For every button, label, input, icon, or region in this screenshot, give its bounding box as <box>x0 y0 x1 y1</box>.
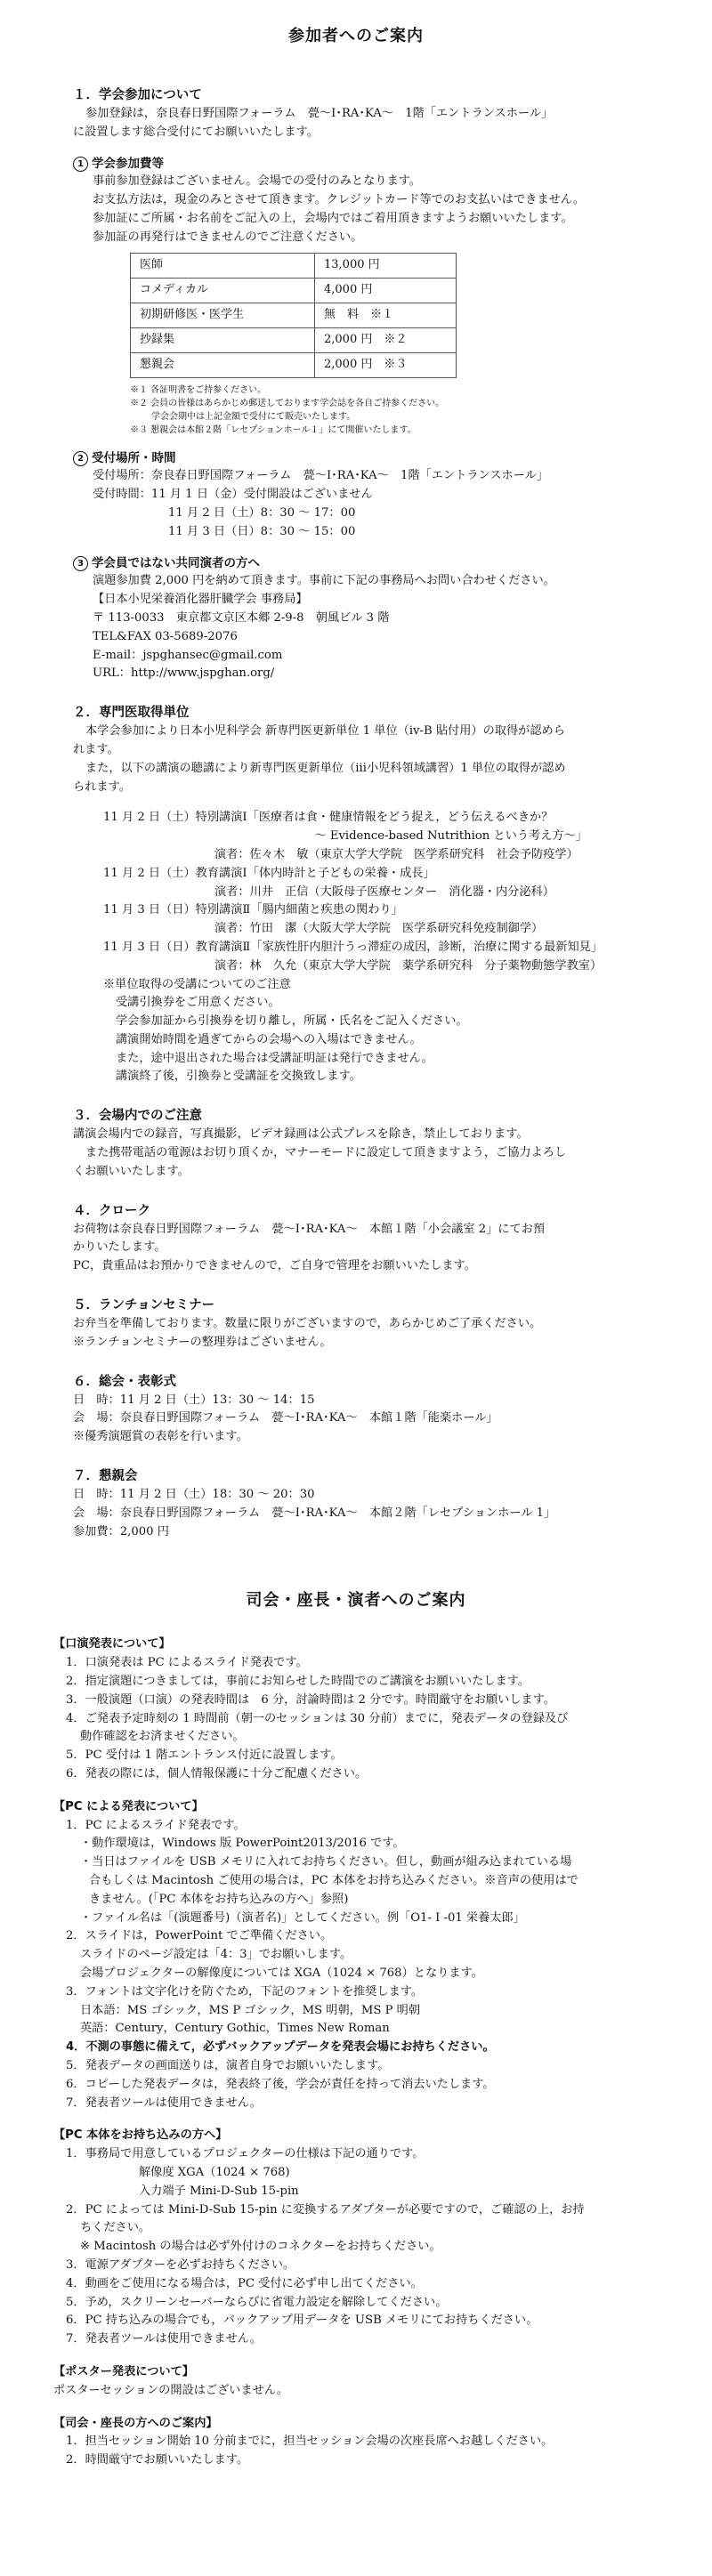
section-credits <box>53 703 659 1086</box>
note-line: ※２ 会員の皆様はあらかじめ郵送しております学会誌を各自ご持参ください。 <box>130 398 445 408</box>
text-line: また携帯電話の電源はお切り頂くか，マナーモードに設定して頂きますよう，ご協力よろし <box>85 1146 567 1160</box>
section-title: ６．総会・表彰式 <box>73 1374 176 1389</box>
text-line: 本学会参加により日本小児科学会 新専門医更新単位 1 単位（iv-B 貼付用）の取得が認めら <box>85 724 565 739</box>
section-title: ２．専門医取得単位 <box>73 706 190 721</box>
subsection-coauthor <box>73 554 659 684</box>
section-registration <box>53 85 659 683</box>
text-line: られます。 <box>73 779 131 794</box>
text-line: 入力端子 Mini-D-Sub 15-pin <box>139 2184 299 2198</box>
text-line: 会 場：奈良春日野国際フォーラム 甍～I･RA･KA～ 本館１階「能楽ホール」 <box>73 1411 498 1425</box>
note-line: 学会参加証から引換券を切り離し，所属・氏名をご記入ください。 <box>116 1014 468 1029</box>
text-line: 4．不測の事態に備えて，必ずバックアップデータを発表会場にお持ちください。 <box>66 2040 495 2055</box>
text-line: 日本語：MS ゴシック，MS P ゴシック，MS 明朝，MS P 明朝 <box>80 2003 421 2017</box>
text-line: 2．スライドは，PowerPoint でご準備ください。 <box>66 1929 333 1943</box>
fee-label: コメディカル <box>131 278 315 303</box>
text-line: に設置します総合受付にてお願いいたします。 <box>73 125 319 139</box>
fee-notes <box>130 384 659 437</box>
text-line: 7．発表者ツールは使用できません。 <box>66 2096 262 2110</box>
url-link[interactable]: URL：http://www.jspghan.org/ <box>93 666 275 681</box>
circled-number: 1 <box>73 157 88 172</box>
text-line: 日 時：11 月 2 日（土）18：30 ～ 20：30 <box>73 1488 315 1502</box>
lecture-line: ～ Evidence-based Nutrithion という考え方～」 <box>314 829 587 844</box>
fee-value: 4,000 円 <box>315 278 457 303</box>
block-title: 【司会・座長の方へのご案内】 <box>53 2416 218 2430</box>
lecture-line: 11 月 3 日（日）特別講演Ⅱ「腸内細菌と疾患の関わり」 <box>103 903 403 917</box>
text-line: 3．一般演題（口演）の発表時間は 6 分，討論時間は 2 分です。時間厳守をお願いします。 <box>66 1692 555 1707</box>
block-title: 【PC 本体をお持ち込みの方へ】 <box>53 2128 228 2143</box>
text-line: 参加登録は，奈良春日野国際フォーラム 甍～I･RA･KA～ 1階「エントランスホール」 <box>85 107 554 120</box>
text-line: 11 月 3 日（日）8：30 ～ 15：00 <box>168 524 356 538</box>
text-line: スライドのページ設定は「4：3」でお願いします。 <box>80 1948 352 1962</box>
text-line: お弁当を準備しております。数量に限りがございますので，あらかじめご了承ください。 <box>73 1317 542 1331</box>
text-line: 受付場所：奈良春日野国際フォーラム 甍～I･RA･KA～ 1階「エントランスホール」 <box>93 469 549 483</box>
circled-number: 2 <box>73 451 88 466</box>
text-line: 1．口演発表は PC によるスライド発表です。 <box>66 1656 308 1670</box>
text-line: きません。(「PC 本体をお持ち込みの方へ」参照) <box>89 1892 349 1906</box>
note-line: また，途中退出された場合は受講証明証は発行できません。 <box>116 1051 433 1065</box>
note-line: ※単位取得の受講についてのご注意 <box>103 977 291 991</box>
subsection-reception <box>73 449 659 542</box>
text-line: かりいたします。 <box>73 1240 166 1255</box>
fee-value: 無 料 ※１ <box>315 303 457 327</box>
speaker-line: 演者：林 久允（東京大学大学院 薬学系研究科 分子薬物動態学教室） <box>214 958 603 973</box>
lecture-line: 11 月 3 日（日）教育講演Ⅱ「家族性肝内胆汁うっ滞症の成因，診断，治療に関する最新知見」 <box>103 940 603 954</box>
section-cloak <box>53 1201 659 1276</box>
subsection-title: 受付場所・時間 <box>92 450 176 465</box>
text-line: くお願いいたします。 <box>73 1164 190 1178</box>
note-line: 学会会期中は上記金額で受付にて販売いたします。 <box>151 411 356 422</box>
block-title: 【口演発表について】 <box>53 1637 171 1651</box>
participant-guide-title: 参加者へのご案内 <box>288 27 424 45</box>
section-title: １．学会参加について <box>73 88 202 102</box>
section-venue-notes <box>53 1106 659 1181</box>
subsection-title: 学会参加費等 <box>92 156 164 171</box>
subsection-title: 学会員ではない共同演者の方へ <box>92 555 260 570</box>
fee-value: 13,000 円 <box>315 253 457 278</box>
text-line: お荷物は奈良春日野国際フォーラム 甍～I･RA･KA～ 本館１階「小会議室 2」にてお預 <box>73 1222 546 1236</box>
text-line: 〒 113-0033 東京都文京区本郷 2-9-8 朝風ビル 3 階 <box>93 610 390 625</box>
section-title: ４．クローク <box>73 1203 150 1218</box>
fee-label: 抄録集 <box>131 327 315 352</box>
text-line: 4．動画をご使用になる場合は，PC 受付に必ず申し出てください。 <box>66 2276 423 2290</box>
text-line: 演題参加費 2,000 円を納めて頂きます。事前に下記の事務局へお問い合わせください。 <box>93 574 555 588</box>
section-reception-party <box>53 1466 659 1541</box>
block-title: 【ポスター発表について】 <box>53 2364 194 2378</box>
lecture-list <box>103 809 659 1086</box>
fee-table <box>130 253 457 378</box>
text-line: 参加費：2,000 円 <box>73 1524 169 1538</box>
text-line: TEL&FAX 03-5689-2076 <box>93 629 238 643</box>
section-general-meeting <box>53 1372 659 1447</box>
text-line: 11 月 2 日（土）8：30 ～ 17：00 <box>168 505 356 520</box>
section-title: ３．会場内でのご注意 <box>73 1109 202 1124</box>
text-line: 講演会場内での録音，写真撮影，ビデオ録画は公式プレスを除き，禁止しております。 <box>73 1127 529 1142</box>
text-line: 7．発表者ツールは使用できません。 <box>66 2332 262 2346</box>
section-title: ７．懇親会 <box>73 1469 138 1484</box>
text-line: 2．指定演題につきましては，事前にお知らせした時間でのご講演をお願いいたします。 <box>66 1675 530 1689</box>
chair-speaker-guide-title: 司会・座長・演者へのご案内 <box>246 1591 466 1611</box>
section-luncheon <box>53 1296 659 1353</box>
text-line: 3．電源アダプターを必ずお持ちください。 <box>66 2257 295 2272</box>
text-line: 1．PC によるスライド発表です。 <box>66 1818 246 1832</box>
text-line: 5．PC 受付は 1 階エントランス付近に設置します。 <box>66 1748 343 1763</box>
section-title: ５．ランチョンセミナー <box>73 1298 215 1313</box>
text-line: ポスターセッションの開設はございません。 <box>53 2383 289 2397</box>
table-row <box>131 278 457 303</box>
text-line: 受付時間：11 月 1 日（金）受付開設はございません <box>93 488 373 502</box>
text-line: 5．予め，スクリーンセーバーならびに省電力設定を解除してください。 <box>66 2295 448 2309</box>
text-line: 日 時：11 月 2 日（土）13：30 ～ 14：15 <box>73 1393 315 1407</box>
text-line: れます。 <box>73 742 119 756</box>
fee-label: 医師 <box>131 253 315 278</box>
block-title: 【PC による発表について】 <box>53 1799 204 1813</box>
text-line: 英語：Century，Century Gothic，Times New Roman <box>80 2022 390 2036</box>
text-line: PC，貴重品はお預かりできませんので，ご自身で管理をお願いいたします。 <box>73 1259 476 1273</box>
text-line: 6．PC 持ち込みの場合でも，バックアップ用データを USB メモリにてお持ちください。 <box>66 2314 538 2328</box>
text-line: また，以下の講演の聴講により新専門医更新単位（iii小児科領域講習）1 単位の取得が認め <box>85 761 566 775</box>
table-row <box>131 303 457 327</box>
text-line: 6．発表の際には，個人情報保護に十分ご配慮ください。 <box>66 1767 368 1781</box>
note-line: 講演開始時間を過ぎてからの会場への入場はできません。 <box>116 1032 422 1046</box>
note-line: ※３ 懇親会は本館２階「レセプションホール１」にて開催いたします。 <box>130 424 417 435</box>
text-line: 3．フォントは文字化けを防ぐため，下記のフォントを推奨します。 <box>66 1984 424 1999</box>
text-line: ※ランチョンセミナーの整理券はございません。 <box>73 1335 332 1349</box>
subsection-fee <box>73 155 659 247</box>
text-line: 参加証の再発行はできませんのでご注意ください。 <box>93 230 363 244</box>
pc-bring-block <box>53 2127 659 2349</box>
oral-presentation-block <box>53 1635 659 1783</box>
text-line: ※優秀演題賞の表彰を行います。 <box>73 1430 248 1444</box>
text-line: 合もしくは Macintosh ご使用の場合は，PC 本体をお持ち込みください。※音声の使用はで <box>89 1874 578 1887</box>
text-line: 1．事務局で用意しているプロジェクターの仕様は下記の通りです。 <box>66 2147 425 2161</box>
table-row <box>131 327 457 352</box>
chair-block <box>53 2415 659 2470</box>
speaker-line: 演者：佐々木 敏（東京大学大学院 医学系研究科 社会予防疫学） <box>214 847 578 861</box>
speaker-line: 演者：竹田 潔（大阪大学大学院 医学系研究科免疫制御学） <box>214 922 544 936</box>
speaker-line: 演者：川井 正信（大阪母子医療センター 消化器・内分泌科） <box>214 884 554 899</box>
text-line: 会 場：奈良春日野国際フォーラム 甍～I･RA･KA～ 本館２階「レセプションホール 1」 <box>73 1506 556 1520</box>
text-line: 5．発表データの画面送りは，演者自身でお願いいたします。 <box>66 2058 390 2072</box>
text-line: ・当日はファイルを USB メモリに入れてお持ちください。但し，動画が組み込まれている場 <box>80 1855 572 1869</box>
fee-value: 2,000 円 ※２ <box>315 327 457 352</box>
table-row <box>131 352 457 377</box>
fee-label: 初期研修医・医学生 <box>131 303 315 327</box>
fee-value: 2,000 円 ※３ <box>315 352 457 377</box>
text-line: 動作確認をお済ませください。 <box>80 1730 245 1744</box>
text-line: 2．時間厳守でお願いいたします。 <box>66 2453 249 2467</box>
text-line: 1．担当セッション開始 10 分前までに，担当セッション会場の次座長席へお越しください。 <box>66 2435 554 2449</box>
text-line: 参加証にご所属・お名前をご記入の上，会場内ではご着用頂きますようお願いいたします。 <box>93 211 573 225</box>
text-line: ・ファイル名は「(演題番号)（演者名)」としてください。例「O1- I -01 栄養太郎」 <box>80 1910 525 1925</box>
note-line: 講演終了後，引換券と受講証を交換致します。 <box>116 1070 361 1084</box>
text-line: 2．PC によっては Mini-D-Sub 15-pin に変換するアダプターが必要ですので，ご確認の上，お持 <box>66 2202 585 2217</box>
text-line: 解像度 XGA（1024 × 768) <box>139 2165 290 2179</box>
lecture-line: 11 月 2 日（土）教育講演Ⅰ「体内時計と子どもの栄養・成長」 <box>103 866 435 880</box>
text-line: ちください。 <box>80 2221 151 2235</box>
text-line: 会場プロジェクターの解像度については XGA（1024 × 768）となります。 <box>80 1966 483 1980</box>
fee-label: 懇親会 <box>131 352 315 377</box>
note-line: 受講引換券をご用意ください。 <box>116 996 280 1010</box>
text-line: 4．ご発表予定時刻の 1 時間前（朝一のセッションは 30 分前）までに，発表データの登録及び <box>66 1711 569 1725</box>
lecture-line: 11 月 2 日（土）特別講演Ⅰ「医療者は食・健康情報をどう捉え，どう伝えるべきか？ <box>103 811 554 825</box>
email-link[interactable]: E-mail：jspghansec@gmail.com <box>93 648 283 662</box>
text-line: お支払方法は，現金のみとさせて頂きます。クレジットカード等でのお支払いはできません。 <box>93 193 585 207</box>
note-line: ※１ 各証明書をご持参ください。 <box>130 384 267 395</box>
text-line: 【日本小児栄養消化器肝臓学会 事務局】 <box>93 593 308 607</box>
pc-presentation-block <box>53 1798 659 2113</box>
poster-block <box>53 2363 659 2401</box>
table-row <box>131 253 457 278</box>
circled-number: 3 <box>73 556 88 571</box>
text-line: 6．コピーした発表データは，発表終了後，学会が責任を持って消去いたします。 <box>66 2077 495 2091</box>
text-line: ※ Macintosh の場合は必ず外付けのコネクターをお持ちください。 <box>80 2240 441 2254</box>
text-line: ・動作環境は，Windows 版 PowerPoint2013/2016 です。 <box>80 1837 405 1851</box>
text-line: 事前参加登録はございません。会場での受付のみとなります。 <box>93 174 421 189</box>
